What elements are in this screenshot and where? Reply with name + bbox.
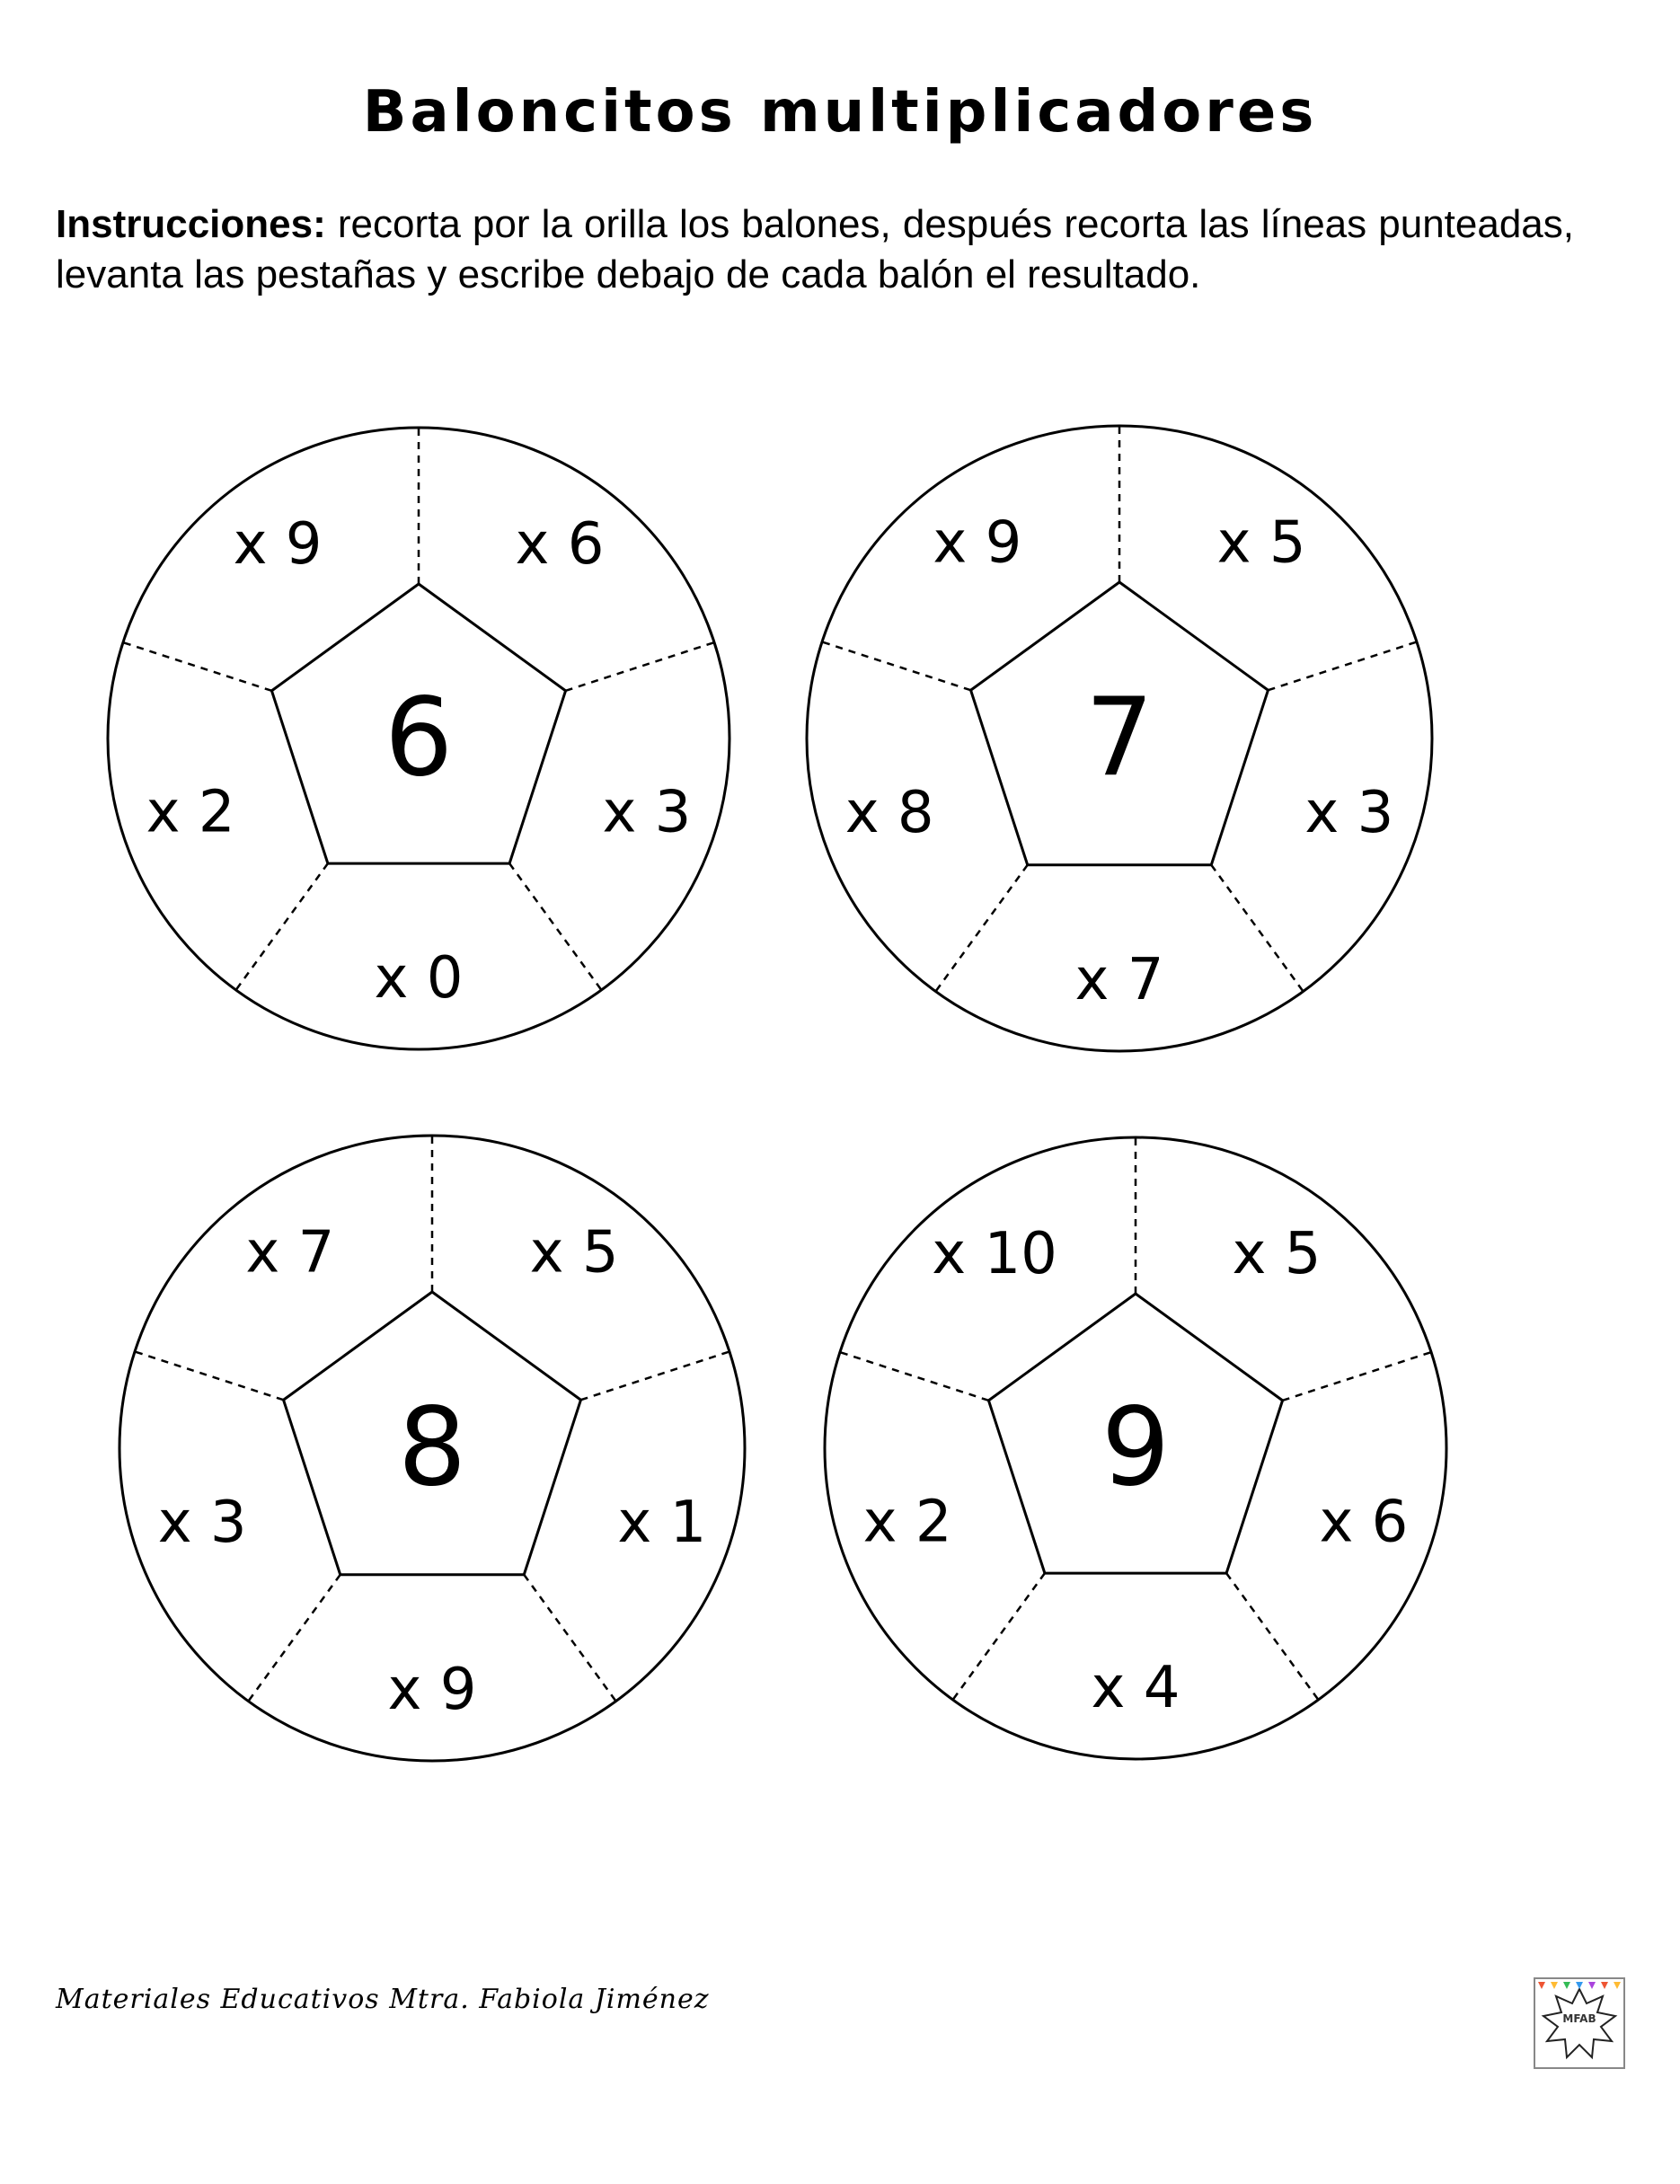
cut-line	[822, 641, 970, 690]
cut-line	[953, 1573, 1045, 1700]
multiplier-label[interactable]: x 3	[602, 779, 692, 846]
multiplier-label[interactable]: x 2	[146, 779, 235, 846]
cut-line	[580, 1351, 729, 1400]
ball[interactable]	[807, 426, 1432, 1051]
center-number: 8	[397, 1385, 467, 1511]
multiplier-label[interactable]: x 8	[844, 780, 934, 847]
instructions-label: Instrucciones:	[56, 202, 326, 246]
center-number: 9	[1101, 1385, 1171, 1511]
multiplier-label[interactable]: x 9	[387, 1657, 477, 1723]
multiplier-label[interactable]: x 9	[933, 509, 1022, 577]
multiplier-label[interactable]: x 5	[529, 1219, 619, 1287]
instructions-text: recorta por la orilla los balones, después recorta las líneas punteadas, levanta las pestañas y escribe debajo de cada balón el resultado.	[56, 202, 1574, 296]
cut-line	[135, 1351, 283, 1400]
multiplier-label[interactable]: x 6	[1319, 1489, 1409, 1556]
multiplier-label[interactable]: x 7	[245, 1219, 335, 1287]
multiplier-label[interactable]: x 10	[932, 1220, 1057, 1287]
multiplier-label[interactable]: x 3	[157, 1490, 247, 1557]
cut-line	[1211, 865, 1303, 992]
cut-line	[524, 1575, 615, 1702]
cut-line	[236, 863, 328, 990]
multiplier-label[interactable]: x 0	[374, 945, 464, 1012]
logo-text: MFAB	[1562, 2012, 1596, 2025]
cut-line	[1268, 641, 1416, 690]
ball[interactable]	[108, 428, 729, 1049]
multiplier-label[interactable]: x 6	[515, 510, 605, 578]
cut-line	[935, 865, 1027, 992]
multiplier-label[interactable]: x 3	[1304, 780, 1394, 847]
cut-line	[248, 1575, 340, 1702]
cut-line	[1226, 1573, 1318, 1700]
cut-line	[1283, 1352, 1431, 1401]
ball[interactable]	[825, 1137, 1446, 1759]
cut-line	[840, 1352, 988, 1401]
multiplier-label[interactable]: x 5	[1216, 509, 1306, 577]
cut-line	[566, 642, 714, 691]
multiplier-label[interactable]: x 7	[1074, 947, 1164, 1013]
cut-line	[123, 642, 271, 691]
multiplier-label[interactable]: x 1	[617, 1490, 707, 1557]
multiplier-label[interactable]: x 9	[233, 510, 323, 578]
ball[interactable]	[119, 1136, 745, 1761]
cut-line	[509, 863, 601, 990]
center-number: 6	[384, 676, 454, 801]
center-number: 7	[1084, 676, 1154, 801]
page-title: Baloncitos multiplicadores	[362, 79, 1318, 146]
multiplier-label[interactable]: x 2	[862, 1489, 952, 1556]
multiplier-label[interactable]: x 4	[1091, 1655, 1180, 1721]
footer-credit: Materiales Educativos Mtra. Fabiola Jiménez	[56, 1984, 710, 2015]
multiplier-label[interactable]: x 5	[1232, 1220, 1322, 1287]
